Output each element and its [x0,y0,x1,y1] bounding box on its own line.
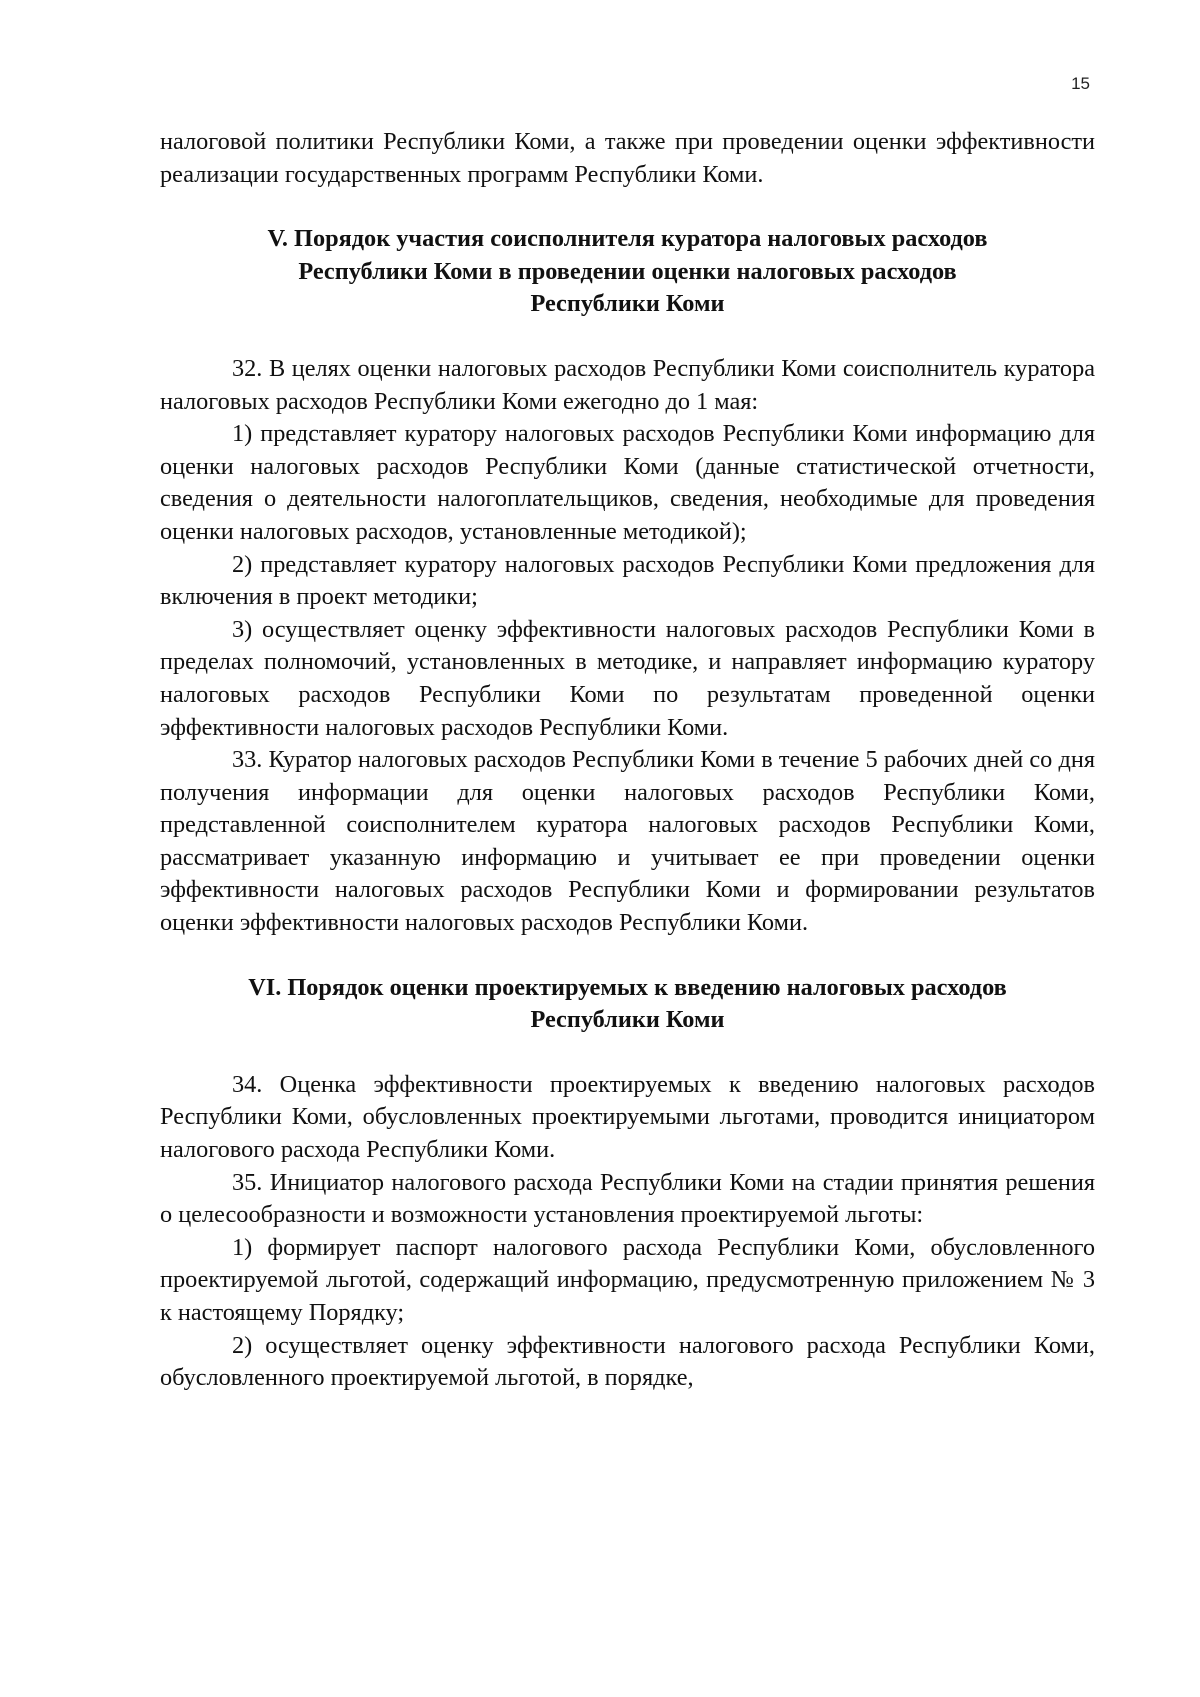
document-body [160,126,1095,1395]
paragraph-34: 34. Оценка эффективности проектируемых к введению налоговых расходов Республики Коми, обусловленных проектируемыми льготами, проводится инициатором налогового расхода Республики Коми. [160,1070,1095,1164]
spacer [160,1037,1095,1069]
spacer [160,940,1095,972]
page-number: 15 [1071,74,1090,93]
paragraph-32-item-1: 1) представляет куратору налоговых расходов Республики Коми информацию для оценки налоговых расходов Республики Коми (данные статистической отчетности, сведения о деятельности налогоплательщиков, сведения, необходимые для проведения оценки налоговых расходов, установленные методикой); [160,420,1095,545]
paragraph-35-item-2: 2) осуществляет оценку эффективности налогового расхода Республики Коми, обусловленного проектируемой льготой, в порядке, [160,1331,1095,1392]
spacer [160,321,1095,353]
intro-paragraph: налоговой политики Республики Коми, а также при проведении оценки эффективности реализации государственных программ Республики Коми. [160,128,1095,188]
section-6-heading [160,972,1095,1037]
heading-line: Республики Коми [530,1006,725,1034]
heading-line: VI. Порядок оценки проектируемых к введению налоговых расходов [248,973,1007,1001]
paragraph-33: 33. Куратор налоговых расходов Республики Коми в течение 5 рабочих дней со дня получения информации для оценки налоговых расходов Республики Коми, представленной соисполнителем куратора налоговых расходов Республики Коми, рассматривает указанную информацию и учитывает ее при проведении оценки эффективности налоговых расходов Республики Коми и формировании результатов оценки эффективности налоговых расходов Республики Коми. [160,746,1095,937]
heading-line: Республики Коми [530,290,725,318]
paragraph-35-item-1: 1) формирует паспорт налогового расхода Республики Коми, обусловленного проектируемой льготой, содержащий информацию, предусмотренную приложением № 3 к настоящему Порядку; [160,1233,1095,1326]
section-5-heading [160,223,1095,321]
paragraph-32-item-2: 2) представляет куратору налоговых расходов Республики Коми предложения для включения в проект методики; [160,550,1095,611]
paragraph-35: 35. Инициатор налогового расхода Республики Коми на стадии принятия решения о целесообразности и возможности установления проектируемой льготы: [160,1168,1095,1229]
paragraph-32-item-3: 3) осуществляет оценку эффективности налоговых расходов Республики Коми в пределах полномочий, установленных в методике, и направляет информацию куратору налоговых расходов Республики Коми по результатам проведенной оценки эффективности налоговых расходов Республики Коми. [160,615,1095,741]
heading-line: Республики Коми в проведении оценки налоговых расходов [298,257,957,285]
heading-line: V. Порядок участия соисполнителя куратора налоговых расходов [267,225,988,253]
spacer [160,191,1095,223]
paragraph-32: 32. В целях оценки налоговых расходов Республики Коми соисполнитель куратора налоговых расходов Республики Коми ежегодно до 1 мая: [160,354,1095,415]
